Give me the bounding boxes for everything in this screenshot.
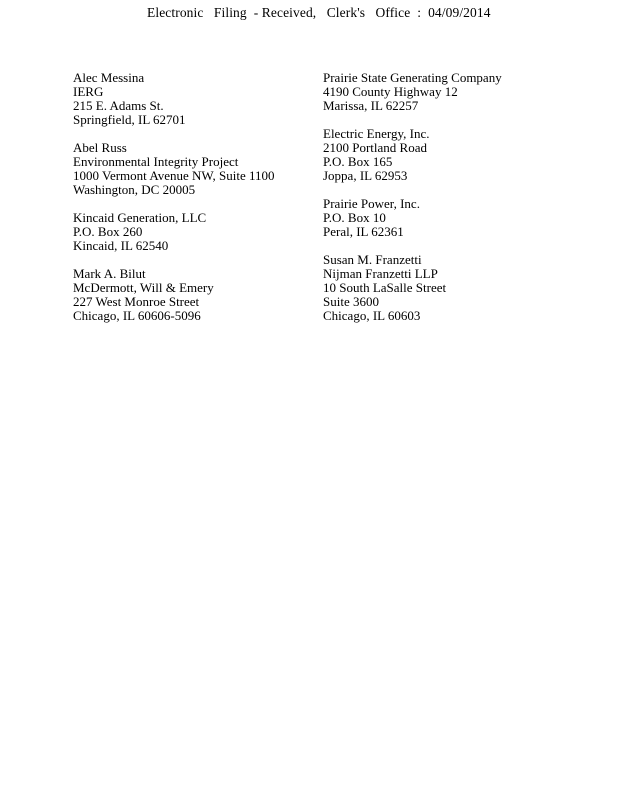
organization: Prairie Power, Inc. [323, 196, 420, 211]
street-address: 10 South LaSalle Street [323, 280, 447, 295]
city-state-zip: Washington, DC 20005 [73, 182, 196, 197]
city-state-zip: Springfield, IL 62701 [73, 112, 186, 127]
address-block-prairie-state [323, 71, 568, 113]
po-box: P.O. Box 10 [323, 210, 386, 225]
city-state-zip: Joppa, IL 62953 [323, 168, 408, 183]
recipient-name: Abel Russ [73, 140, 127, 155]
address-block-alec-messina [73, 71, 318, 127]
organization: IERG [73, 84, 104, 99]
organization: Electric Energy, Inc. [323, 126, 430, 141]
address-block-prairie-power [323, 197, 568, 239]
address-block-electric-energy [323, 127, 568, 183]
recipient-name: Susan M. Franzetti [323, 252, 422, 267]
city-state-zip: Chicago, IL 60603 [323, 308, 421, 323]
recipient-name: Mark A. Bilut [73, 266, 146, 281]
city-state-zip: Peral, IL 62361 [323, 224, 404, 239]
address-block-kincaid-generation [73, 211, 318, 253]
organization: Environmental Integrity Project [73, 154, 239, 169]
organization: McDermott, Will & Emery [73, 280, 214, 295]
street-address: 227 West Monroe Street [73, 294, 200, 309]
address-block-susan-franzetti [323, 253, 568, 323]
organization: Kincaid Generation, LLC [73, 210, 207, 225]
suite: Suite 3600 [323, 294, 379, 309]
po-box: P.O. Box 165 [323, 154, 393, 169]
address-block-abel-russ [73, 141, 318, 197]
service-list-right-column [323, 71, 568, 337]
filing-stamp: Electronic Filing - Received, Clerk's Office : 04/09/2014 [147, 5, 491, 20]
street-address: 1000 Vermont Avenue NW, Suite 1100 [73, 168, 275, 183]
city-state-zip: Kincaid, IL 62540 [73, 238, 169, 253]
city-state-zip: Marissa, IL 62257 [323, 98, 419, 113]
street-address: 2100 Portland Road [323, 140, 427, 155]
address-block-mark-bilut [73, 267, 318, 323]
organization: Nijman Franzetti LLP [323, 266, 438, 281]
service-list-left-column [73, 71, 318, 337]
city-state-zip: Chicago, IL 60606-5096 [73, 308, 201, 323]
po-box: P.O. Box 260 [73, 224, 143, 239]
organization: Prairie State Generating Company [323, 70, 502, 85]
street-address: 215 E. Adams St. [73, 98, 164, 113]
street-address: 4190 County Highway 12 [323, 84, 458, 99]
recipient-name: Alec Messina [73, 70, 145, 85]
